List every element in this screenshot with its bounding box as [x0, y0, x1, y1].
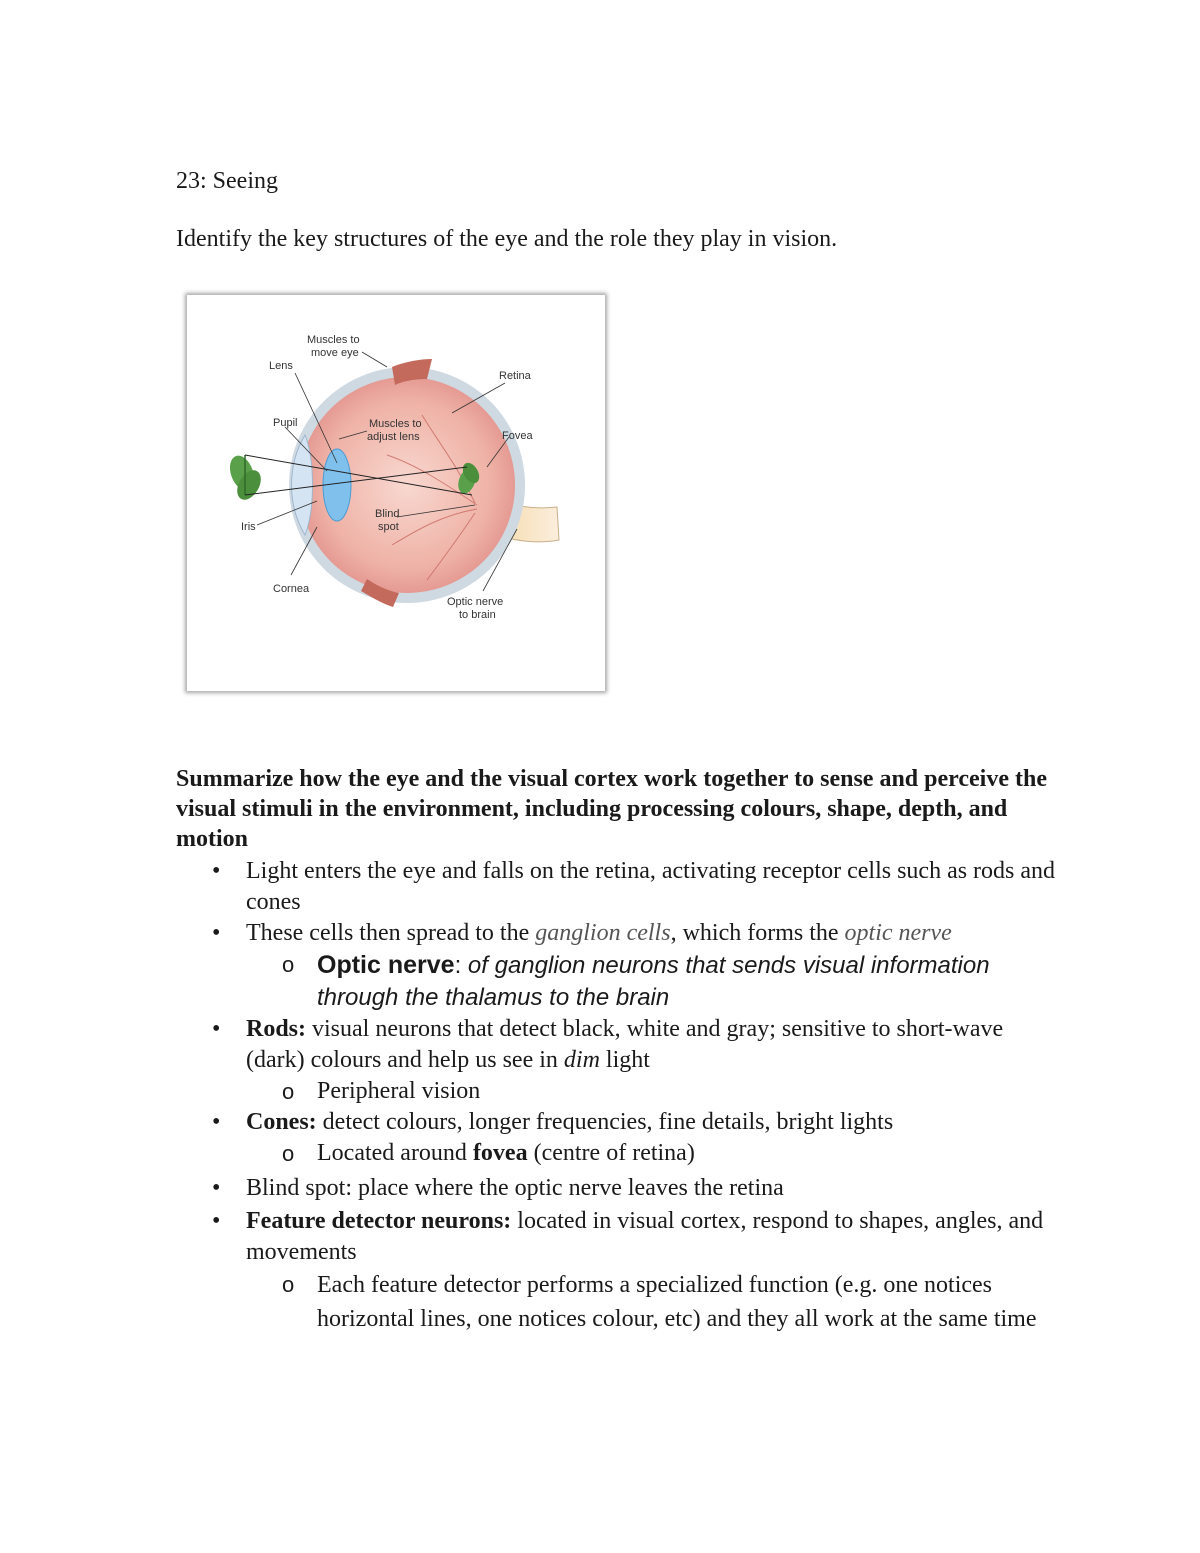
bullet-icon: •: [212, 920, 221, 946]
sub-bullet-text: (centre of retina): [527, 1140, 695, 1166]
bullet-text: located in visual cortex, respond to shapes, angles, and movements: [246, 1208, 1044, 1265]
label-fovea: Fovea: [502, 430, 533, 442]
label-retina: Retina: [499, 370, 531, 382]
intro-question: Identify the key structures of the eye and the role they play in vision.: [176, 226, 838, 252]
eye-diagram: [187, 295, 605, 691]
list-item: [176, 1173, 1066, 1204]
label-pupil: Pupil: [273, 417, 298, 429]
label-optic-nerve-1: Optic nerve: [447, 596, 504, 608]
sub-bullet-icon: o: [282, 952, 295, 977]
eye-diagram-figure: [187, 295, 605, 691]
bullet-text: detect colours, longer frequencies, fine details, bright lights: [316, 1109, 894, 1135]
bullet-text: These cells then spread to the: [246, 920, 536, 946]
label-blind-spot-1: Blind: [375, 508, 400, 520]
leaf-object-icon: [226, 452, 266, 504]
dim-term: dim: [563, 1047, 600, 1073]
notes-list: [176, 856, 1066, 1336]
bullet-text: light: [599, 1047, 650, 1073]
list-item: [176, 1206, 1066, 1268]
bullet-text: Light enters the eye and falls on the retina, activating receptor cells such as rods and cones: [246, 858, 1056, 915]
label-lens: Lens: [269, 360, 293, 372]
sub-list-item: [176, 1138, 1066, 1169]
cones-term: Cones:: [246, 1109, 317, 1135]
list-item: [176, 856, 1066, 918]
sub-bullet-icon: o: [282, 1141, 295, 1166]
label-muscles-move-eye-1: Muscles to: [307, 334, 360, 346]
sub-bullet-icon: o: [282, 1272, 295, 1297]
section-heading: 23: Seeing: [176, 168, 278, 194]
colon: :: [454, 952, 468, 979]
sub-bullet-text: Peripheral vision: [317, 1078, 481, 1104]
bullet-icon: •: [212, 1175, 221, 1201]
sub-bullet-text: Located around: [317, 1140, 473, 1166]
summary-question: Summarize how the eye and the visual cortex work together to sense and perceive the visual stimuli in the environment, including processing colours, shape, depth, and motion: [176, 766, 1047, 852]
label-blind-spot-2: spot: [378, 521, 399, 533]
bullet-text: Blind spot: place where the optic nerve leaves the retina: [246, 1175, 784, 1201]
list-item: [176, 1014, 1066, 1076]
rods-term: Rods:: [246, 1016, 307, 1042]
optic-nerve-term: optic nerve: [844, 920, 952, 946]
label-muscles-adjust-lens-1: Muscles to: [369, 418, 422, 430]
sub-list-item: [176, 949, 1066, 1014]
bullet-text: , which forms the: [670, 920, 845, 946]
sub-list-item: [176, 1268, 1066, 1336]
bullet-icon: •: [212, 1016, 221, 1042]
sub-bullet-icon: o: [282, 1079, 295, 1104]
sub-list-item: [176, 1076, 1066, 1107]
bullet-text: visual neurons that detect black, white and gray; sensitive to short-wave (dark) colours and help us see in: [246, 1016, 1004, 1073]
fovea-term: fovea: [472, 1140, 528, 1166]
label-cornea: Cornea: [273, 583, 310, 595]
optic-nerve-definition: of ganglion neurons that sends visual information through the thalamus to the brain: [317, 952, 990, 1011]
ganglion-cells-term: ganglion cells: [535, 920, 671, 946]
optic-nerve-definition-term: Optic nerve: [317, 951, 455, 979]
label-iris: Iris: [241, 521, 256, 533]
sub-bullet-text: Each feature detector performs a specialized function (e.g. one notices horizontal lines, one notices colour, etc) and they all work at the same time: [317, 1272, 1037, 1332]
feature-detector-term: Feature detector neurons:: [246, 1208, 512, 1234]
label-muscles-move-eye-2: move eye: [311, 347, 359, 359]
bullet-icon: •: [212, 1208, 221, 1234]
label-muscles-adjust-lens-2: adjust lens: [367, 431, 420, 443]
list-item: [176, 1107, 1066, 1138]
bullet-icon: •: [212, 1109, 221, 1135]
list-item: [176, 918, 1066, 949]
bullet-icon: •: [212, 858, 221, 884]
label-optic-nerve-2: to brain: [459, 609, 496, 621]
